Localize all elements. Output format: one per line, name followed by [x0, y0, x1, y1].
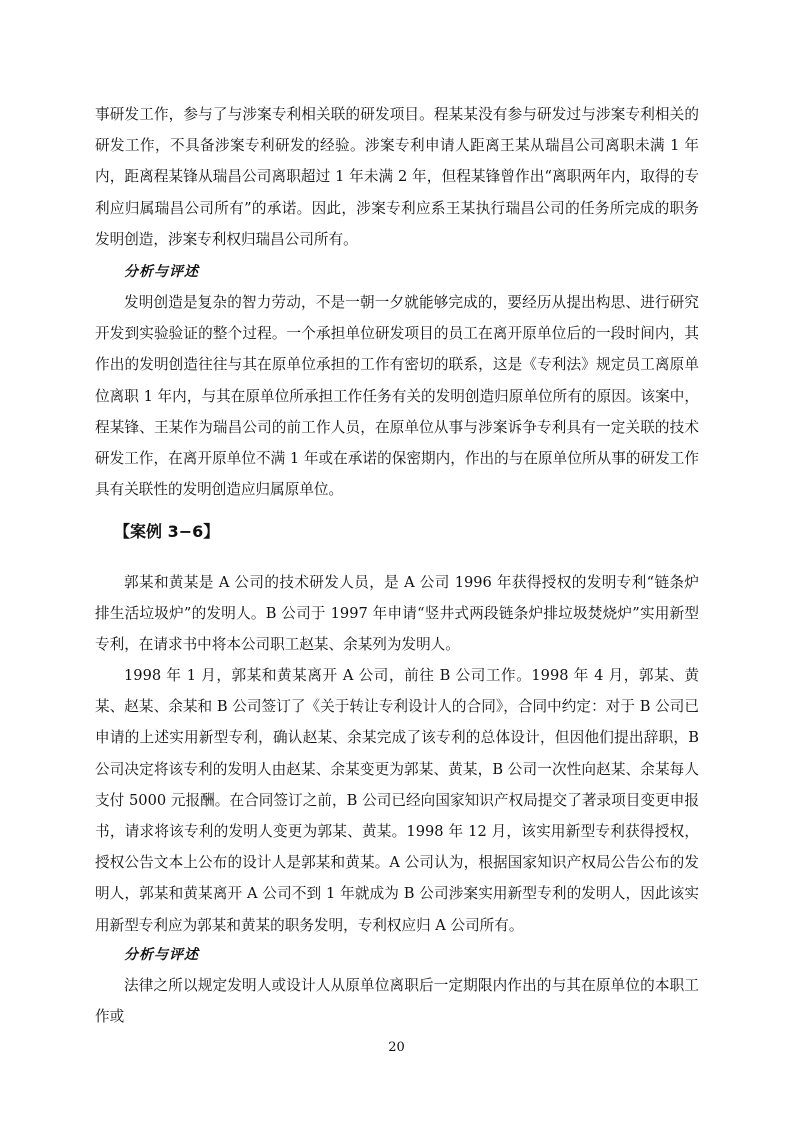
paragraph-case-conclusion: 事研发工作，参与了与涉案专利相关联的研发项目。程某某没有参与研发过与涉案专利相关的研发工作，不具备涉案专利研发的经验。涉案专利申请人距离王某从瑞昌公司离职未满 1 年内，距离程某锋从瑞昌公司离职超过 1 年未满 2 年，但程某锋曾作出“离职两年内，取得的专利应归属瑞昌公司所有”的承诺。因此，涉案专利应系王某执行瑞昌公司的任务所完成的职务发明创造，涉案专利权归瑞昌公司所有。 — [95, 106, 699, 248]
case-heading: 【案例 3−6】 — [114, 522, 220, 541]
analysis-subheading: 分析与评述 — [124, 264, 199, 280]
paragraph-analysis-2: 法律之所以规定发明人或设计人从原单位离职后一定期限内作出的与其在原单位的本职工作或 — [95, 977, 699, 1026]
page-number: 20 — [388, 1040, 405, 1055]
analysis-subheading-2: 分析与评述 — [124, 947, 199, 963]
paragraph-case-details: 1998 年 1 月，郭某和黄某离开 A 公司，前往 B 公司工作。1998 年 4 月，郭某、黄某、赵某、余某和 B 公司签订了《关于转让专利设计人的合同》，合同中约定：对于 B 公司已申请的上述实用新型专利，确认赵某、余某完成了该专利的总体设计，但因他们提出辞职，B 公司决定将该专利的发明人由赵某、余某变更为郭某、黄某，B 公司一次性向赵某、余某每人支付 5000 元报酬。在合同签订之前，B 公司已经向国家知识产权局提交了著录项目变更申报书，请求将该专利的发明人变更为郭某、黄某。1998 年 12 月，该实用新型专利获得授权，授权公告文本上公布的设计人是郭某和黄某。A 公司认为，根据国家知识产权局公告公布的发明人，郭某和黄某离开 A 公司不到 1 年就成为 B 公司涉案实用新型专利的发明人，因此该实用新型专利应为郭某和黄某的职务发明，专利权应归 A 公司所有。 — [95, 667, 699, 934]
paragraph-analysis: 发明创造是复杂的智力劳动，不是一朝一夕就能够完成的，要经历从提出构思、进行研究开发到实验验证的整个过程。一个承担单位研发项目的员工在离开原单位后的一段时间内，其作出的发明创造往往与其在原单位承担的工作有密切的联系，这是《专利法》规定员工离原单位离职 1 年内，与其在原单位所承担工作任务有关的发明创造归原单位所有的原因。该案中，程某锋、王某作为瑞昌公司的前工作人员，在原单位从事与涉案诉争专利具有一定关联的技术研发工作，在离开原单位不满 1 年或在承诺的保密期内，作出的与在原单位所从事的研发工作具有关联性的发明创造应归属原单位。 — [95, 294, 699, 499]
paragraph-case-facts: 郭某和黄某是 A 公司的技术研发人员，是 A 公司 1996 年获得授权的发明专利“链条炉排生活垃圾炉”的发明人。B 公司于 1997 年申请“竖井式两段链条炉排垃圾焚烧炉”实用新型专利，在请求书中将本公司职工赵某、余某列为发明人。 — [95, 574, 699, 654]
